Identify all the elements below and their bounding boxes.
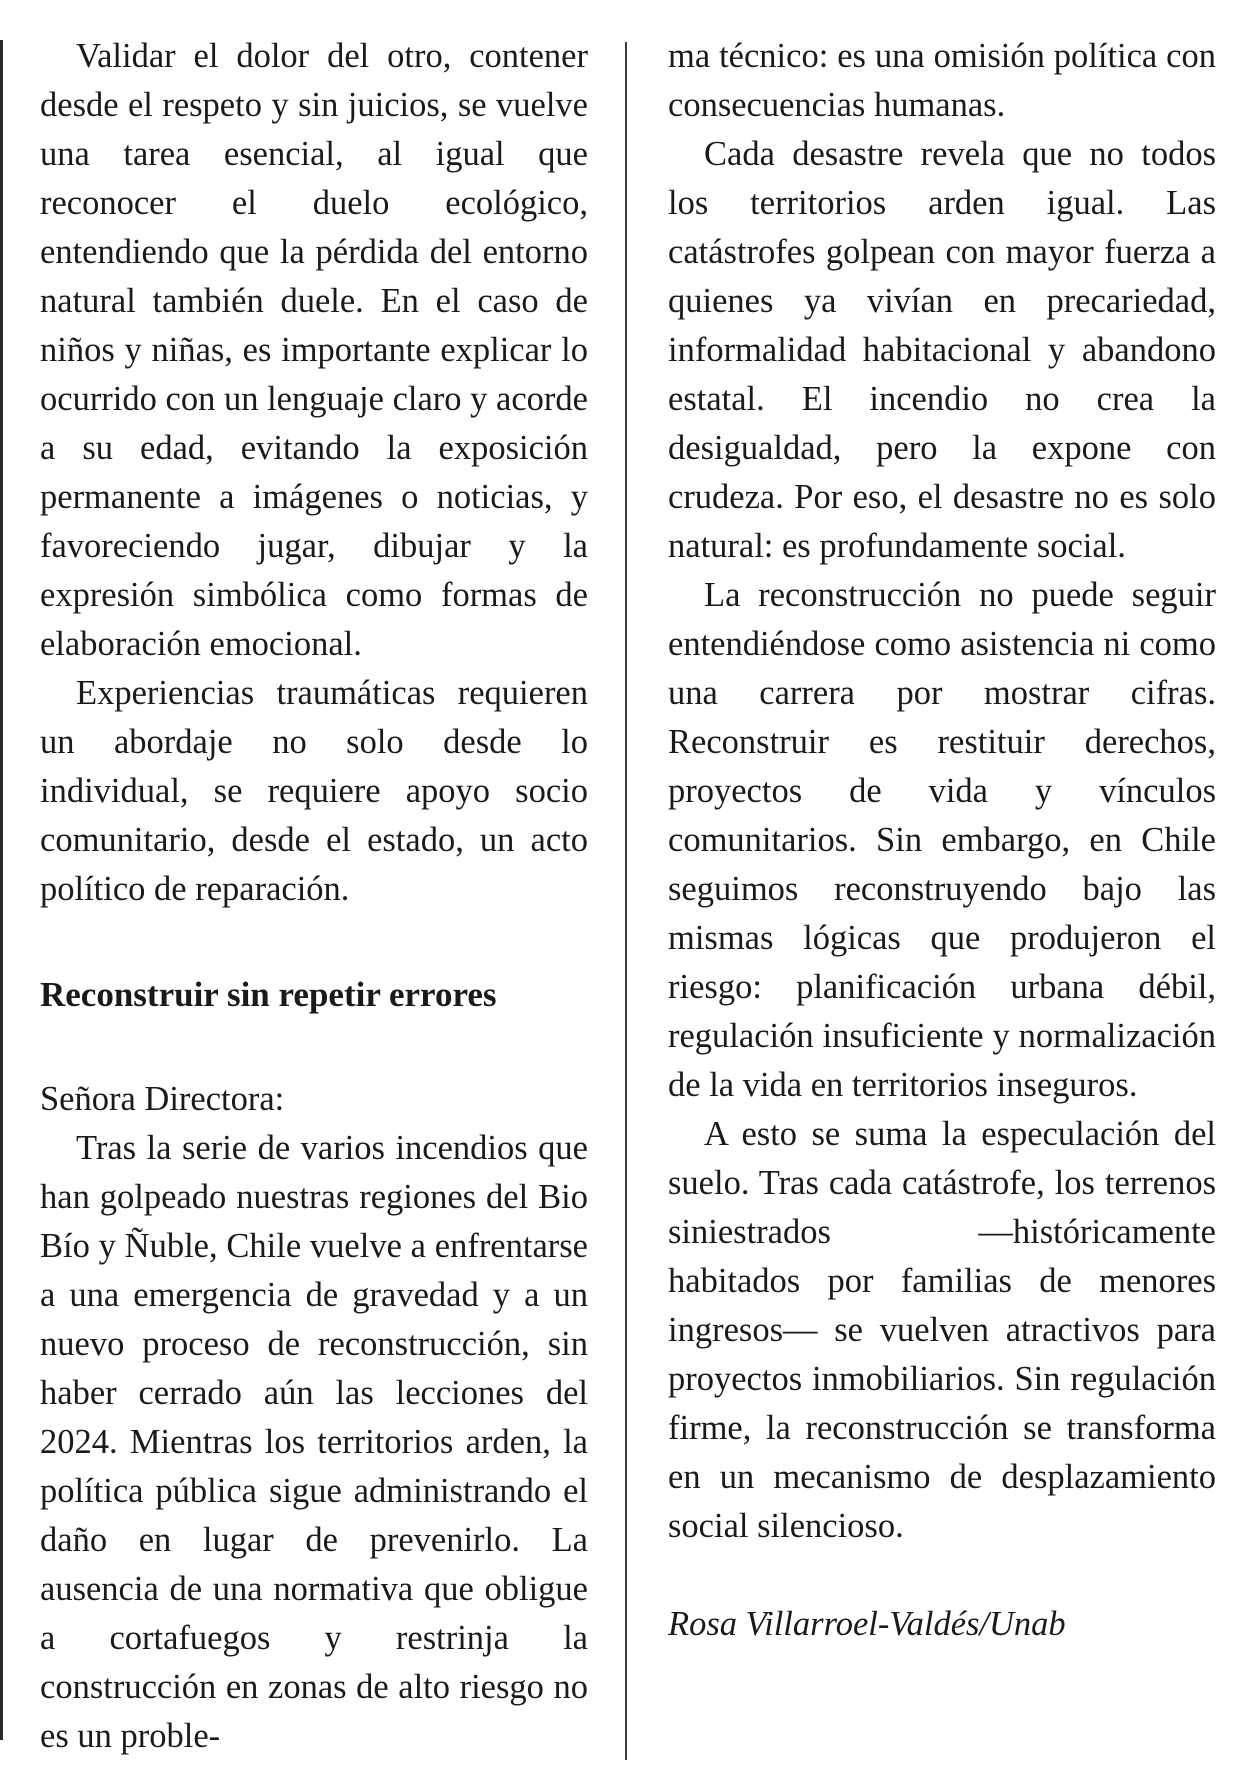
left-column bbox=[40, 32, 588, 1761]
body-paragraph: Validar el dolor del otro, contener desde el respeto y sin juicios, se vuelve una tarea esencial, al igual que reconocer el duelo ecológico, entendiendo que la pérdida del entorno natural también duele. En el caso de niños y niñas, es importante explicar lo ocurrido con un lenguaje claro y acorde a su edad, evitando la exposición permanente a imágenes o noticias, y favoreciendo jugar, dibujar y la expresión simbólica como formas de elaboración emocional. bbox=[40, 37, 588, 663]
salutation: Señora Directora: bbox=[40, 1080, 285, 1118]
column-divider bbox=[625, 42, 627, 1760]
body-paragraph: Experiencias traumáticas requieren un abordaje no solo desde lo individual, se requiere apoyo socio comunitario, desde el estado, un acto político de reparación. bbox=[40, 674, 588, 908]
letter-paragraph: A esto se suma la especulación del suelo. Tras cada catástrofe, los terrenos siniestrados —históricamente habitados por familias de menores ingresos— se vuelven atractivos para proyectos inmobiliarios. Sin regulación firme, la reconstrucción se transforma en un mecanismo de desplazamiento social silencioso. bbox=[668, 1115, 1216, 1545]
author-signature: Rosa Villarroel-Valdés/Unab bbox=[668, 1605, 1066, 1643]
letter-paragraph: Cada desastre revela que no todos los territorios arden igual. Las catástrofes golpean con mayor fuerza a quienes ya vivían en precariedad, informalidad habitacional y abandono estatal. El incendio no crea la desigualdad, pero la expone con crudeza. Por eso, el desastre no es solo natural: es profundamente social. bbox=[668, 135, 1216, 565]
section-heading: Reconstruir sin repetir errores bbox=[40, 975, 497, 1014]
letter-paragraph: Tras la serie de varios incendios que han golpeado nuestras regiones del Bio Bío y Ñuble, Chile vuelve a enfrentarse a una emergencia de gravedad y a un nuevo proceso de reconstrucción, sin haber cerrado aún las lecciones del 2024. Mientras los territorios arden, la política pública sigue administrando el daño en lugar de prevenirlo. La ausencia de una normativa que obligue a cortafuegos y restrinja la construcción en zonas de alto riesgo no es un proble- bbox=[40, 1129, 588, 1755]
right-column bbox=[668, 32, 1216, 1649]
letter-paragraph: La reconstrucción no puede seguir entendiéndose como asistencia ni como una carrera por mostrar cifras. Reconstruir es restituir derechos, proyectos de vida y vínculos comunitarios. Sin embargo, en Chile seguimos reconstruyendo bajo las mismas lógicas que produjeron el riesgo: planificación urbana débil, regulación insuficiente y normalización de la vida en territorios inseguros. bbox=[668, 576, 1216, 1104]
page-edge-rule bbox=[0, 40, 3, 1740]
letter-paragraph-continuation: ma técnico: es una omisión política con consecuencias humanas. bbox=[668, 37, 1216, 124]
